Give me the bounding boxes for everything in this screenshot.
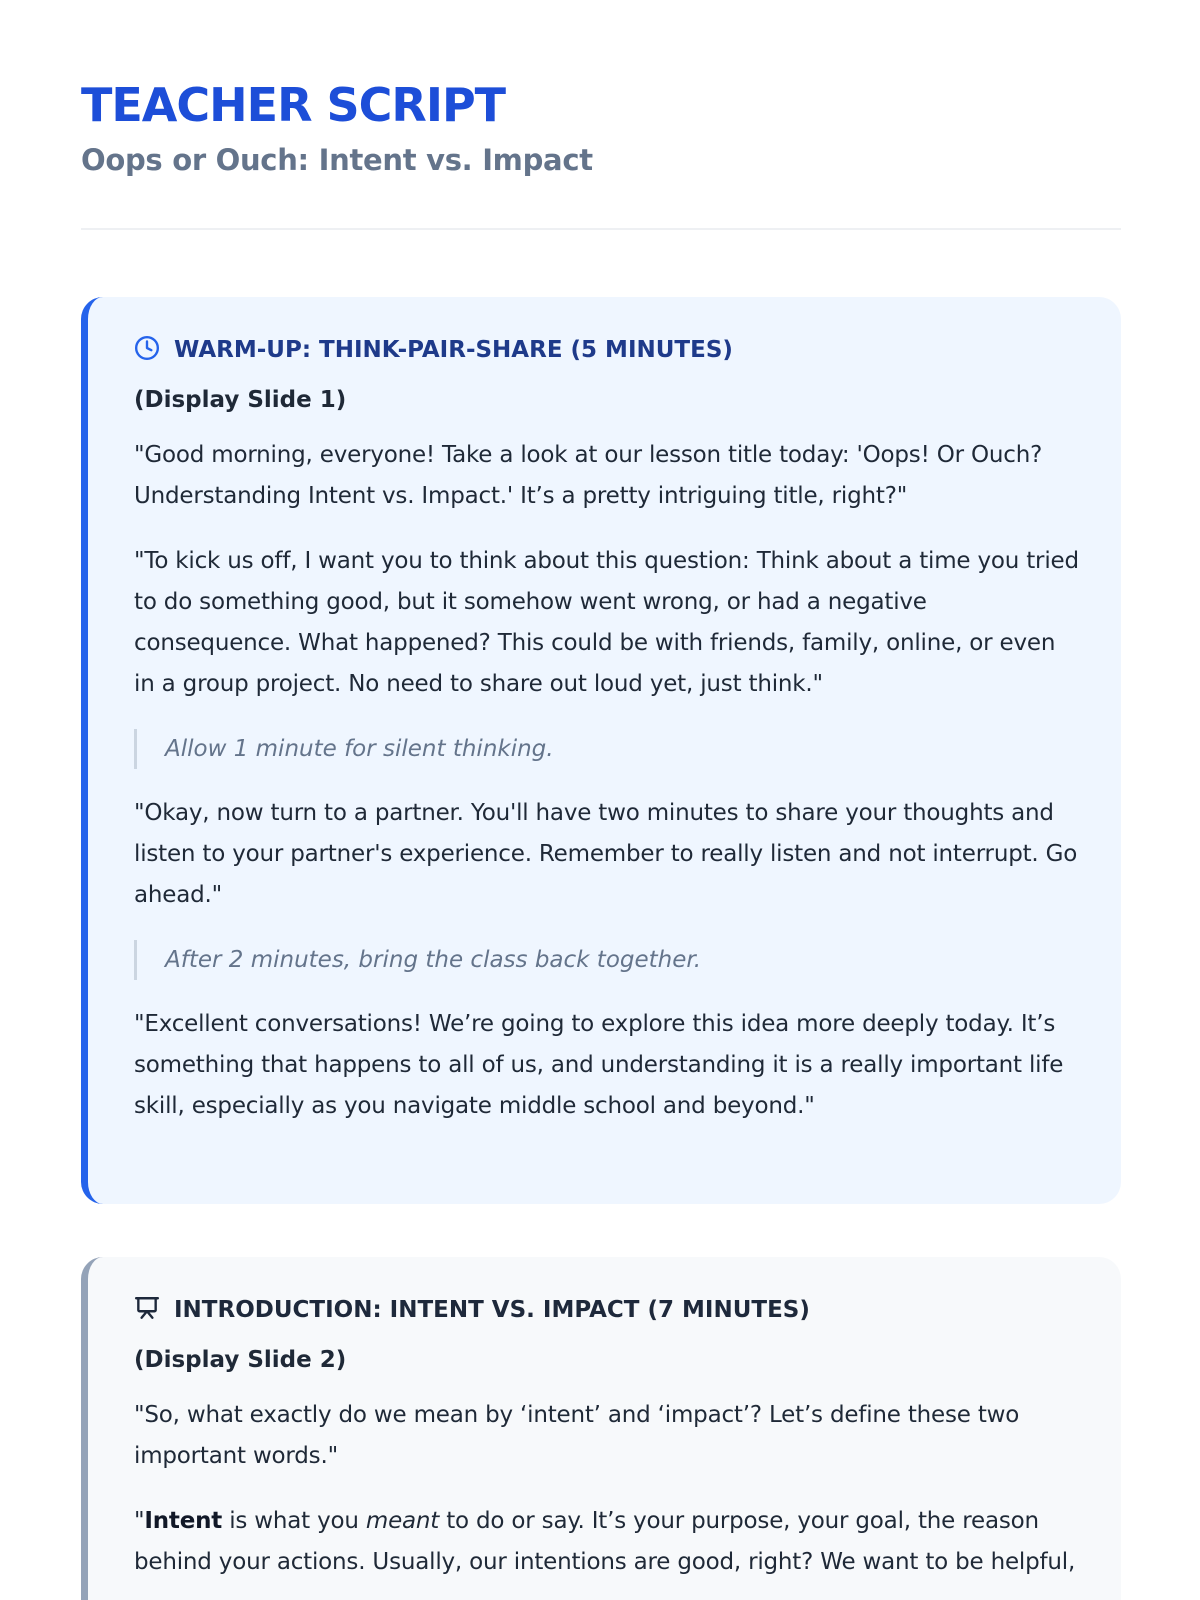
script-paragraph: "To kick us off, I want you to think about this question: Think about a time you tried to do something good, but it somehow went wrong, or had a negative consequence. What happened? This could be with friends, family, online, or even in a group project. No need to share out loud yet, just think." [134, 548, 1079, 697]
teacher-note: Allow 1 minute for silent thinking. [134, 729, 1081, 769]
quote-mark: " [134, 1508, 145, 1534]
page-subtitle: Oops or Ouch: Intent vs. Impact [81, 142, 593, 177]
presentation-icon [134, 1295, 160, 1325]
emphasis-word: meant [365, 1508, 440, 1534]
section-title: INTRODUCTION: INTENT VS. IMPACT (7 MINUTES) [174, 1297, 810, 1323]
definition-text: to do or say. It’s your purpose, your goal, the reason behind your actions. Usually, our intentions are good, right? We want to be helpful, [134, 1508, 1076, 1575]
intent-term: Intent [144, 1508, 223, 1534]
introduction-section [81, 1257, 1121, 1600]
header [81, 80, 1121, 177]
section-title: WARM-UP: THINK-PAIR-SHARE (5 MINUTES) [174, 337, 733, 363]
header-divider [81, 228, 1121, 230]
script-paragraph: "Good morning, everyone! Take a look at our lesson title today: 'Oops! Or Ouch? Understanding Intent vs. Impact.' It’s a pretty intriguing title, right?" [134, 442, 1043, 509]
clock-icon [134, 335, 160, 365]
script-paragraph: "Excellent conversations! We’re going to explore this idea more deeply today. It’s something that happens to all of us, and understanding it is a really important life skill, especially as you navigate middle school and beyond." [134, 1011, 1064, 1119]
script-paragraph: "So, what exactly do we mean by ‘intent’ and ‘impact’? Let’s define these two important words." [134, 1402, 1020, 1469]
script-paragraph: "Okay, now turn to a partner. You'll have two minutes to share your thoughts and listen to your partner's experience. Remember to really listen and not interrupt. Go ahead." [134, 800, 1078, 908]
section-heading [134, 335, 1081, 365]
slide-reference: (Display Slide 1) [134, 387, 347, 413]
page-title: TEACHER SCRIPT [81, 78, 506, 132]
definition-text: is what you [222, 1508, 366, 1534]
warm-up-section [81, 297, 1121, 1204]
intent-definition [134, 1501, 1081, 1583]
slide-reference: (Display Slide 2) [134, 1347, 347, 1373]
teacher-note: After 2 minutes, bring the class back together. [134, 940, 1081, 980]
section-heading [134, 1295, 1081, 1325]
